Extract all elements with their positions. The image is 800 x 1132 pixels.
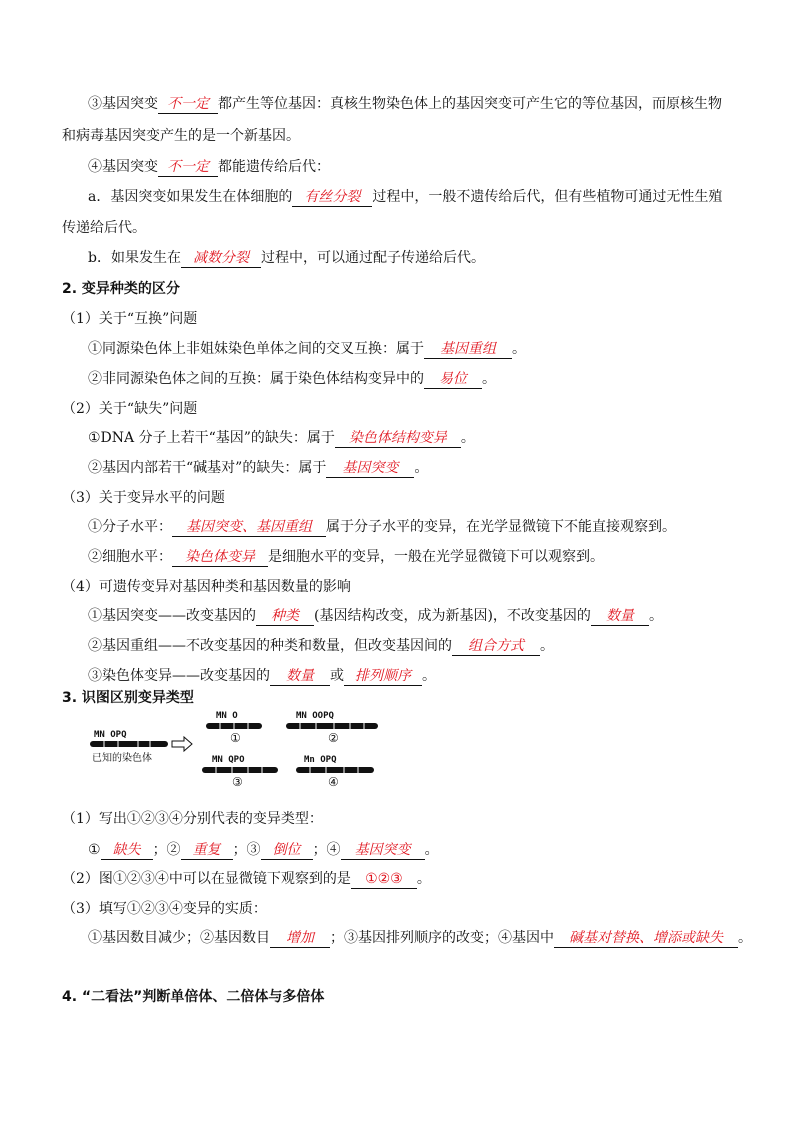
section-2-title: 2. 变异种类的区分 [62,281,180,297]
answer-blank[interactable]: 缺失 [101,842,153,860]
known-chromosome [90,730,168,764]
q1-title: （1）写出①②③④分别代表的变异类型： [62,811,323,827]
answer-blank[interactable]: 增加 [270,930,330,948]
answer-blank[interactable]: 染色体结构变异 [335,430,461,448]
known-genes-label: MN OPQ [94,730,127,740]
sub-3-title: （3）关于变异水平的问题 [62,490,225,506]
answer-blank[interactable]: 基因突变 [326,460,414,478]
answer-blank[interactable]: 不一定 [158,159,218,177]
svg-text:MN OOPQ: MN OOPQ [296,711,334,721]
svg-text:②: ② [328,731,339,745]
chromosome-2 [286,711,378,745]
svg-text:③: ③ [232,775,243,789]
answer-blank[interactable]: 基因重组 [424,341,512,359]
answer-blank[interactable]: 碱基对替换、增添或缺失 [554,930,738,948]
svg-text:Mn OPQ: Mn OPQ [304,755,337,765]
answer-blank[interactable]: 倒位 [261,842,313,860]
line-2-3a: ①分子水平： 基因突变、基因重组 属于分子水平的变异，在光学显微镜下不能直接观察到。 [88,519,676,535]
svg-text:MN O: MN O [216,711,238,721]
chromosome-3 [202,755,278,789]
line-2-1a: ①同源染色体上非姐妹染色单体之间的交叉互换：属于 基因重组 。 [88,341,526,357]
q3-answers: ①基因数目减少；②基因数目 增加 ；③基因排列顺序的改变；④基因中 碱基对替换、增添或缺失 。 [88,930,752,946]
answer-blank[interactable]: 有丝分裂 [292,189,372,207]
answer-blank[interactable]: 重复 [181,842,233,860]
line-2-2a: ①DNA 分子上若干“基因”的缺失：属于 染色体结构变异 。 [88,430,475,446]
q2-line: （2）图①②③④中可以在显微镜下观察到的是 ①②③ 。 [62,871,431,887]
chromosome-figure [88,706,388,790]
section-3-title: 3. 识图区别变异类型 [62,690,194,706]
arrow-icon [172,737,192,751]
line-mutation-3: ③基因突变 不一定 都产生等位基因：真核生物染色体上的基因突变可产生它的等位基因，而原核生物 [88,96,722,112]
svg-text:④: ④ [328,775,339,789]
answer-blank[interactable]: 染色体变异 [172,549,268,567]
answer-blank[interactable]: 减数分裂 [181,250,261,268]
q1-answers: ① 缺失 ；② 重复 ；③ 倒位 ；④ 基因突变 。 [88,842,439,858]
chromosome-4 [296,755,374,789]
section-4-title: 4. “二看法”判断单倍体、二倍体与多倍体 [62,989,325,1005]
sub-1-title: （1）关于“互换”问题 [62,311,198,327]
svg-text:①: ① [230,731,241,745]
q3-title: （3）填写①②③④变异的实质： [62,901,267,917]
answer-blank[interactable]: 易位 [424,371,482,389]
line-a: a．基因突变如果发生在体细胞的 有丝分裂 过程中，一般不遗传给后代，但有些植物可通过无性生殖 [88,189,723,205]
answer-blank[interactable]: 基因突变、基因重组 [172,519,326,537]
line-mutation-3-cont: 和病毒基因突变产生的是一个新基因。 [62,128,300,144]
line-mutation-4: ④基因突变 不一定 都能遗传给后代： [88,159,330,175]
answer-blank[interactable]: 排列顺序 [344,668,422,686]
sub-4-title: （4）可遗传变异对基因种类和基因数量的影响 [62,579,351,595]
line-2-4a: ①基因突变——改变基因的 种类 (基因结构改变，成为新基因)，不改变基因的 数量 。 [88,608,663,624]
answer-blank[interactable]: 种类 [256,608,314,626]
known-chromosome-label: 已知的染色体 [92,753,152,764]
sub-2-title: （2）关于“缺失”问题 [62,401,198,417]
answer-blank[interactable]: 数量 [270,668,330,686]
line-2-3b: ②细胞水平： 染色体变异 是细胞水平的变异，一般在光学显微镜下可以观察到。 [88,549,604,565]
answer-blank[interactable]: 不一定 [158,96,218,114]
line-2-1b: ②非同源染色体之间的互换：属于染色体结构变异中的 易位 。 [88,371,496,387]
line-2-4c: ③染色体变异——改变基因的 数量 或 排列顺序 。 [88,668,436,684]
line-b: b．如果发生在 减数分裂 过程中，可以通过配子传递给后代。 [88,250,485,266]
chromosome-1 [206,711,262,745]
svg-text:MN QPO: MN QPO [212,755,245,765]
line-2-2b: ②基因内部若干“碱基对”的缺失：属于 基因突变 。 [88,460,429,476]
answer-blank[interactable]: ①②③ [351,871,417,889]
line-a-cont: 传递给后代。 [62,220,146,236]
line-2-4b: ②基因重组——不改变基因的种类和数量，但改变基因间的 组合方式 。 [88,638,554,654]
answer-blank[interactable]: 数量 [591,608,649,626]
answer-blank[interactable]: 基因突变 [341,842,425,860]
answer-blank[interactable]: 组合方式 [452,638,540,656]
